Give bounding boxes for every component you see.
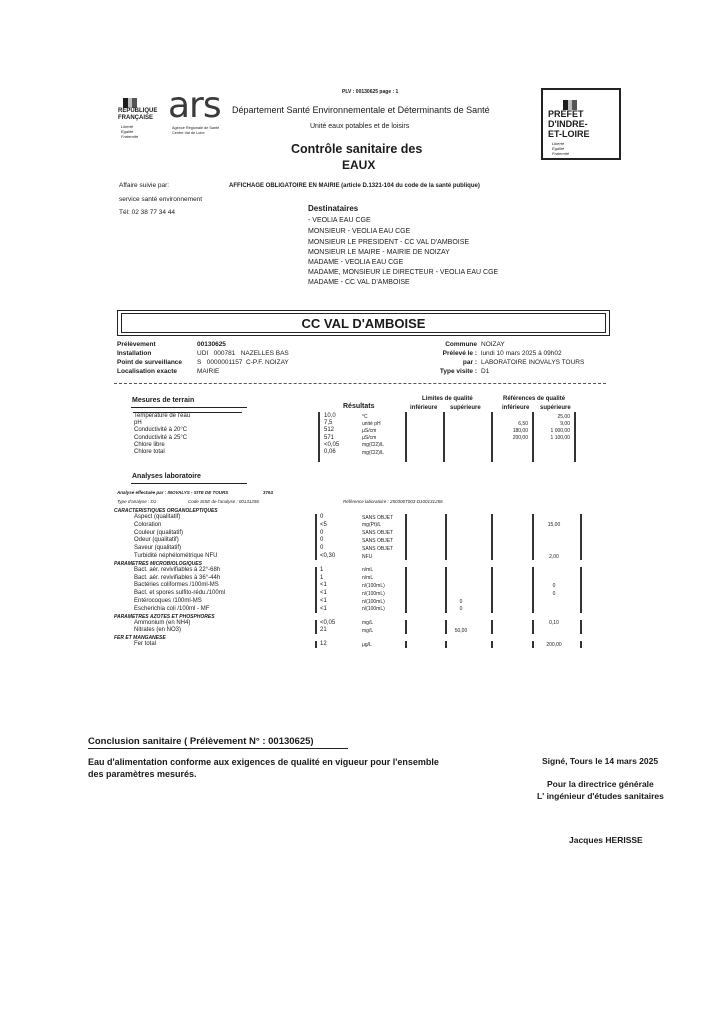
terrain-ref-sup: 1 000,00 bbox=[550, 427, 570, 434]
republique-line2: FRANÇAISE bbox=[118, 115, 154, 121]
labo-unit: n/(100mL) bbox=[362, 598, 385, 605]
column-rule bbox=[445, 567, 447, 613]
labo-param: Aspect (qualitatif) bbox=[134, 514, 181, 520]
labo-param: Escherichia coli /100ml - MF bbox=[134, 605, 210, 612]
destinataire-item: - VEOLIA EAU CGE bbox=[308, 217, 371, 224]
point-surveillance-label: Point de surveillance bbox=[117, 359, 183, 366]
labo-param: Odeur (qualitatif) bbox=[134, 537, 179, 544]
telephone: Tél: 02 38 77 34 44 bbox=[119, 209, 176, 216]
devise-fraternite: Fraternité bbox=[121, 134, 139, 139]
type-visite-label: Type visite : bbox=[439, 368, 477, 375]
labo-ref-sup: 2,00 bbox=[549, 553, 559, 560]
labo-unit: n/(100mL) bbox=[362, 590, 385, 597]
labo-param: Bact. et spores sulfito-rédu./100ml bbox=[134, 590, 226, 597]
labo-ref-sup: 0,10 bbox=[549, 620, 559, 627]
devise-liberte: Liberté bbox=[121, 124, 134, 129]
terrain-param: Conductivité à 25°C bbox=[134, 434, 188, 441]
labo-param: Nitrates (en NO3) bbox=[134, 627, 182, 634]
labo-unit: µg/L bbox=[362, 641, 372, 648]
labo-limite-sup: 0 bbox=[459, 598, 463, 605]
terrain-ref-sup: 25,00 bbox=[557, 413, 570, 420]
column-rule bbox=[580, 567, 582, 613]
marianne-icon bbox=[563, 97, 577, 107]
destinataire-item: MADAME - CC VAL D'AMBOISE bbox=[308, 279, 410, 286]
prefet-devise-2: Égalité bbox=[552, 146, 565, 151]
conclusion-heading: Conclusion sanitaire ( Prélèvement N° : 00130625) bbox=[88, 736, 314, 747]
section-title: FER ET MANGANESE bbox=[114, 635, 166, 642]
prefet-line1: PRÉFET bbox=[548, 109, 584, 119]
labo-param: Ammonium (en NH4) bbox=[134, 619, 191, 626]
column-rule bbox=[491, 567, 493, 613]
labo-result: <1 bbox=[320, 605, 327, 612]
labo-result: 0 bbox=[320, 537, 324, 544]
col-ref-sup: supérieure bbox=[540, 405, 571, 411]
localisation-label: Localisation exacte bbox=[117, 368, 177, 375]
labo-result: <0,05 bbox=[320, 619, 336, 626]
labo-unit: n/(100mL) bbox=[362, 582, 385, 589]
labo-unit: SANS OBJET bbox=[362, 514, 394, 521]
affaire-label: Affaire suivie par: bbox=[119, 182, 170, 189]
conclusion-text-1: Eau d'alimentation conforme aux exigences de qualité en vigueur pour l'ensemble bbox=[88, 757, 439, 767]
terrain-unit: mg(Cl2)/L bbox=[362, 442, 384, 449]
terrain-unit: unité pH bbox=[362, 420, 381, 427]
terrain-ref-inf: 180,00 bbox=[512, 427, 528, 434]
terrain-param: Chlore libre bbox=[134, 441, 165, 448]
labo-param: Bact. aér. revivifiables à 22°-68h bbox=[134, 566, 221, 573]
signature-date: Signé, Tours le 14 mars 2025 bbox=[542, 756, 659, 766]
labo-unit: mg/L bbox=[362, 620, 374, 627]
document-reference: PLV : 00130625 page : 1 bbox=[342, 89, 399, 95]
labo-result: <1 bbox=[320, 590, 327, 597]
labo-ref-sup: 15,00 bbox=[547, 522, 561, 529]
labo-result: <0,30 bbox=[320, 553, 336, 559]
installation-label: Installation bbox=[117, 350, 152, 357]
affichage-obligatoire: AFFICHAGE OBLIGATOIRE EN MAIRIE (article D.1321-104 du code de la santé publique) bbox=[229, 183, 480, 189]
labo-result: <1 bbox=[320, 598, 327, 604]
conclusion-text-2: des paramètres mesurés. bbox=[88, 769, 197, 779]
labo-result: 0 bbox=[320, 529, 324, 536]
terrain-result: <0,05 bbox=[324, 441, 340, 448]
column-rule bbox=[532, 567, 534, 613]
labo-heading: Analyses laboratoire bbox=[132, 473, 201, 480]
par-label: par : bbox=[462, 359, 477, 366]
conclusion-underline bbox=[88, 748, 348, 749]
type-analyse: Type d'analyse : D1 bbox=[117, 499, 157, 504]
labo-heading-rule bbox=[131, 483, 247, 484]
column-rule bbox=[405, 641, 407, 648]
column-rule bbox=[405, 514, 407, 560]
column-rule bbox=[532, 412, 534, 462]
column-rule bbox=[574, 412, 576, 462]
labo-unit: n/mL bbox=[362, 575, 374, 582]
terrain-result: 512 bbox=[324, 427, 335, 434]
labo-ref-sup: 0 bbox=[552, 590, 556, 597]
labo-result: 1 bbox=[320, 574, 324, 581]
analyse-effectuee: Analyse effectuée par : INOVALYS - SITE DE TOURS bbox=[117, 490, 229, 495]
preleve-le-value: lundi 10 mars 2025 à 09h02 bbox=[481, 350, 562, 357]
prelevement-label: Prélèvement bbox=[117, 341, 156, 348]
labo-param: Entérocoques /100ml-MS bbox=[134, 598, 202, 604]
type-visite-value: D1 bbox=[481, 368, 490, 375]
terrain-param: pH bbox=[134, 420, 142, 427]
labo-param: Bact. aér. revivifiables à 36°-44h bbox=[134, 574, 221, 581]
collectivite-title: CC VAL D'AMBOISE bbox=[121, 313, 606, 333]
column-rule bbox=[405, 567, 407, 613]
labo-ref-sup: 0 bbox=[552, 582, 556, 589]
localisation-value: MAIRIE bbox=[197, 368, 220, 375]
destinataire-item: MONSIEUR LE MAIRE - MAIRIE DE NOIZAY bbox=[308, 249, 450, 256]
labo-result: 0 bbox=[320, 545, 324, 552]
labo-result: 21 bbox=[320, 627, 327, 634]
labo-param: Coloration bbox=[134, 521, 162, 528]
labo-result: <1 bbox=[320, 582, 327, 589]
terrain-ref-sup: 1 100,00 bbox=[550, 435, 570, 442]
republique-line1: RÉPUBLIQUE bbox=[118, 108, 158, 114]
terrain-unit: °C bbox=[362, 413, 368, 420]
preleve-le-label: Prélevé le : bbox=[442, 350, 477, 357]
section-title: PARAMETRES MICROBIOLOGIQUES bbox=[114, 560, 202, 567]
destinataire-item: MADAME - VEOLIA EAU CGE bbox=[308, 259, 404, 266]
ars-sub-1: Agence Régionale de Santé bbox=[172, 126, 220, 130]
code-sise: Code SISE de l'analyse : 00131256 bbox=[188, 499, 259, 504]
terrain-result: 10,0 bbox=[324, 413, 336, 419]
labo-unit: SANS OBJET bbox=[362, 530, 394, 537]
ingenieur-title: L' ingénieur d'études sanitaires bbox=[537, 791, 664, 801]
col-resultats: Résultats bbox=[343, 403, 375, 410]
labo-result: <5 bbox=[320, 521, 327, 528]
document-title-line1: Contrôle sanitaire des bbox=[291, 142, 423, 156]
terrain-ref-inf: 6,50 bbox=[518, 420, 528, 427]
labo-result: 0 bbox=[320, 514, 324, 520]
labo-limite-sup: 50,00 bbox=[454, 627, 468, 634]
col-limites-inf: inférieure bbox=[410, 405, 438, 411]
departement-title: Département Santé Environnementale et Déterminants de Santé bbox=[232, 105, 490, 115]
laboratoire-value: LABORATOIRE INOVALYS TOURS bbox=[481, 359, 585, 366]
terrain-param: Conductivité à 20°C bbox=[134, 427, 188, 434]
destinataire-item: MONSIEUR LE PRESIDENT - CC VAL D'AMBOISE bbox=[308, 239, 470, 246]
terrain-unit: µS/cm bbox=[362, 427, 377, 434]
prefet-line2: D'INDRE- bbox=[548, 119, 588, 129]
terrain-param: Température de l'eau bbox=[134, 413, 191, 419]
labo-ref-sup: 200,00 bbox=[546, 641, 562, 648]
destinataires-heading: Destinataires bbox=[308, 204, 359, 213]
analyse-code: 3763 bbox=[263, 490, 274, 495]
terrain-unit: µS/cm bbox=[362, 435, 377, 442]
column-rule bbox=[491, 412, 493, 462]
unite-title: Unité eaux potables et de loisirs bbox=[310, 123, 410, 130]
prefet-devise-1: Liberté bbox=[552, 141, 565, 146]
installation-value: UDI 000781 NAZELLES BAS bbox=[197, 350, 289, 357]
service-label: service santé environnement bbox=[119, 196, 203, 203]
labo-param: Fer total bbox=[134, 641, 157, 648]
ars-wordmark: ars bbox=[168, 85, 221, 126]
column-rule bbox=[532, 641, 534, 648]
terrain-unit: mg(Cl2)/L bbox=[362, 449, 384, 456]
column-rule bbox=[405, 620, 407, 635]
column-rule bbox=[445, 641, 447, 648]
labo-result: 12 bbox=[320, 641, 327, 648]
section-title: PARAMETRES AZOTES ET PHOSPHORES bbox=[114, 613, 215, 620]
section-title: CARACTERISTIQUES ORGANOLEPTIQUES bbox=[114, 508, 218, 514]
labo-limite-sup: 0 bbox=[459, 606, 463, 613]
terrain-heading-rule bbox=[131, 407, 247, 408]
pour-directrice: Pour la directrice générale bbox=[547, 779, 654, 789]
signataire-nom: Jacques HERISSE bbox=[569, 835, 643, 845]
terrain-ref-sup: 9,00 bbox=[560, 420, 570, 427]
column-rule bbox=[405, 412, 407, 462]
prefet-devise-3: Fraternité bbox=[552, 151, 570, 156]
labo-unit: SANS OBJET bbox=[362, 545, 394, 552]
column-rule bbox=[580, 620, 582, 635]
column-rule bbox=[315, 641, 317, 648]
labo-unit: mg(Pt)/L bbox=[362, 522, 382, 529]
column-rule bbox=[491, 620, 493, 635]
terrain-param-rule bbox=[133, 412, 242, 413]
terrain-result: 571 bbox=[324, 434, 335, 441]
col-limites-sup: supérieure bbox=[450, 405, 481, 411]
column-rule bbox=[491, 641, 493, 648]
labo-unit: NFU bbox=[362, 553, 373, 560]
labo-result: 1 bbox=[320, 566, 324, 573]
document-title-line2: EAUX bbox=[342, 158, 376, 172]
labo-param: Couleur (qualitatif) bbox=[134, 529, 184, 536]
labo-unit: n/(100mL) bbox=[362, 606, 385, 613]
column-rule bbox=[315, 620, 317, 635]
column-rule bbox=[445, 514, 447, 560]
prefet-line3: ET-LOIRE bbox=[548, 129, 590, 139]
column-rule bbox=[580, 514, 582, 560]
ars-sub-2: Centre-Val de Loire bbox=[172, 131, 205, 135]
column-rule bbox=[580, 641, 582, 648]
column-rule bbox=[315, 567, 317, 613]
labo-param: Bactéries coliformes /100ml-MS bbox=[134, 582, 219, 589]
col-limites: Limites de qualité bbox=[422, 396, 473, 402]
labo-unit: n/mL bbox=[362, 567, 374, 574]
destinataire-item: MONSIEUR - VEOLIA EAU CGE bbox=[308, 228, 411, 235]
labo-param: Saveur (qualitatif) bbox=[134, 545, 182, 552]
destinataire-item: MADAME, MONSIEUR LE DIRECTEUR - VEOLIA EAU CGE bbox=[308, 269, 499, 276]
column-rule bbox=[532, 514, 534, 560]
labo-param: Turbidité néphélométrique NFU bbox=[134, 553, 218, 559]
terrain-ref-inf: 200,00 bbox=[512, 435, 528, 442]
commune-value: NOIZAY bbox=[481, 341, 505, 348]
devise-egalite: Égalité bbox=[121, 129, 134, 134]
separator bbox=[114, 383, 606, 384]
column-rule bbox=[491, 514, 493, 560]
terrain-param: Chlore total bbox=[134, 449, 165, 455]
column-rule bbox=[318, 412, 320, 462]
terrain-result: 0,06 bbox=[324, 449, 336, 455]
column-rule bbox=[532, 620, 534, 635]
labo-unit: SANS OBJET bbox=[362, 537, 394, 544]
column-rule bbox=[443, 412, 445, 462]
column-rule bbox=[445, 620, 447, 635]
terrain-result: 7,5 bbox=[324, 420, 333, 427]
reference-laboratoire: Référence laboratoire : 250306T003-D100131256 bbox=[343, 499, 443, 504]
col-references: Références de qualité bbox=[503, 396, 566, 402]
terrain-heading: Mesures de terrain bbox=[132, 397, 195, 404]
column-rule bbox=[315, 514, 317, 560]
prelevement-value: 00130625 bbox=[197, 341, 226, 348]
col-ref-inf: inférieure bbox=[502, 405, 530, 411]
labo-unit: mg/L bbox=[362, 627, 374, 634]
point-surveillance-value: S 0000001157 C-P.F. NOIZAY bbox=[197, 359, 289, 366]
marianne-icon bbox=[123, 95, 137, 105]
commune-label: Commune bbox=[445, 341, 477, 348]
